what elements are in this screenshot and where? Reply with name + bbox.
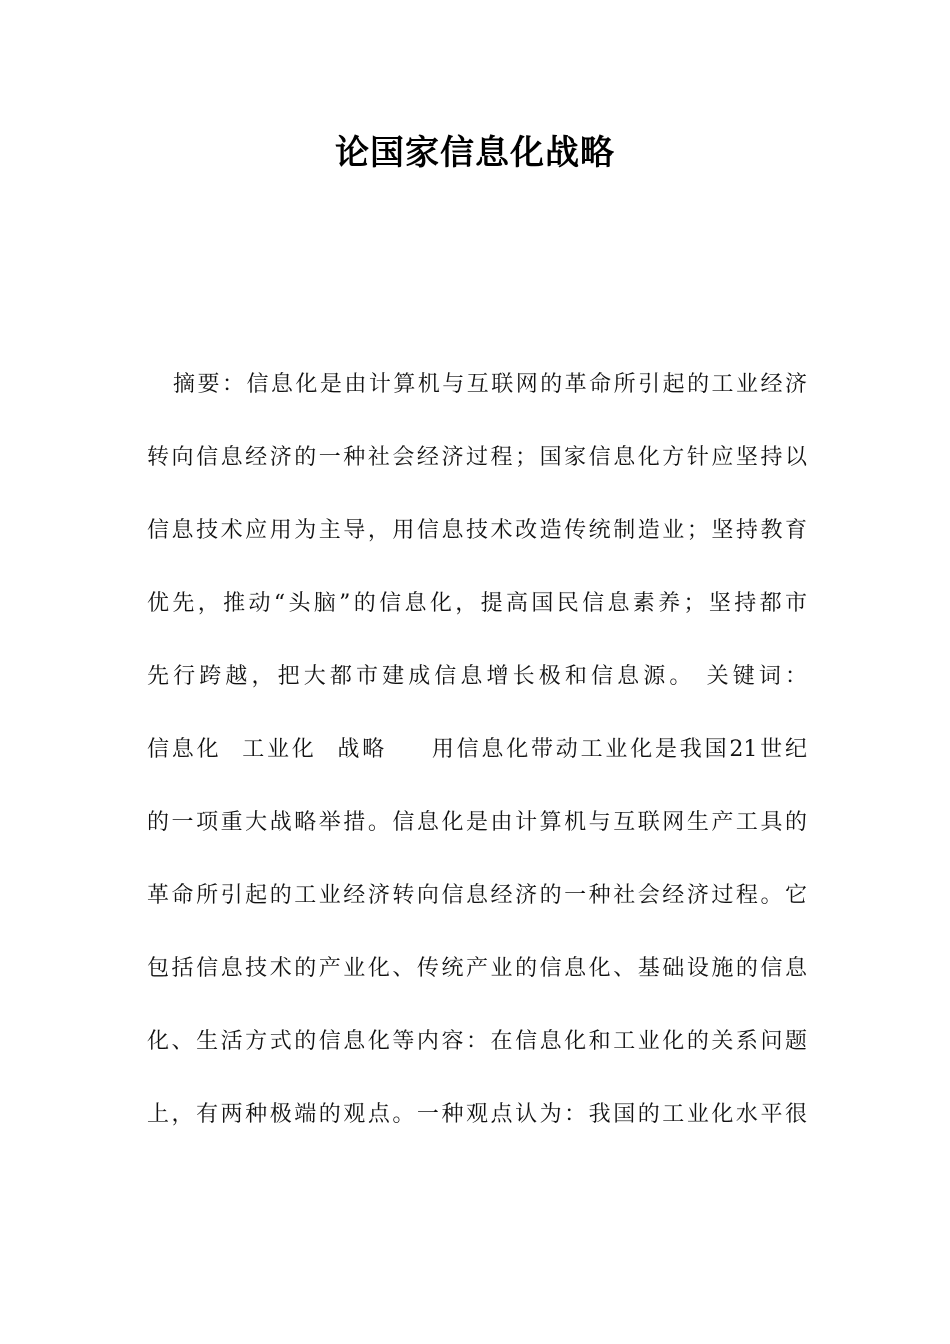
body-line-7: 的一项重大战略举措。信息化是由计算机与互联网生产工具的 <box>147 810 807 835</box>
body-intro-text: 用信息化带动工业化是我国21世纪 <box>429 737 807 762</box>
abstract-end-text: 先行跨越，把大都市建成信息增长极和信息源。 <box>147 664 696 689</box>
body-line-6 <box>147 723 807 796</box>
body-line-10: 化、生活方式的信息化等内容：在信息化和工业化的关系问题 <box>147 1029 807 1054</box>
body-line-2: 转向信息经济的一种社会经济过程；国家信息化方针应坚持以 <box>147 445 807 470</box>
body-line-4: 优先，推动“头脑”的信息化，提高国民信息素养；坚持都市 <box>147 591 807 616</box>
body-line-9: 包括信息技术的产业化、传统产业的信息化、基础设施的信息 <box>147 956 807 981</box>
body-line-11: 上，有两种极端的观点。一种观点认为：我国的工业化水平很 <box>147 1102 807 1127</box>
document-title: 论国家信息化战略 <box>335 133 615 173</box>
keywords-label: 关键词： <box>706 664 807 689</box>
keyword-2: 工业化 <box>239 737 317 762</box>
body-line-8: 革命所引起的工业经济转向信息经济的一种社会经济过程。它 <box>147 883 807 908</box>
keyword-1: 信息化 <box>147 737 222 762</box>
body-line-5 <box>147 650 807 723</box>
body-line-1: 摘要：信息化是由计算机与互联网的革命所引起的工业经济 <box>173 372 807 397</box>
document-body <box>147 358 807 1161</box>
body-line-3: 信息技术应用为主导，用信息技术改造传统制造业；坚持教育 <box>147 518 807 543</box>
keyword-3: 战略 <box>334 737 388 762</box>
